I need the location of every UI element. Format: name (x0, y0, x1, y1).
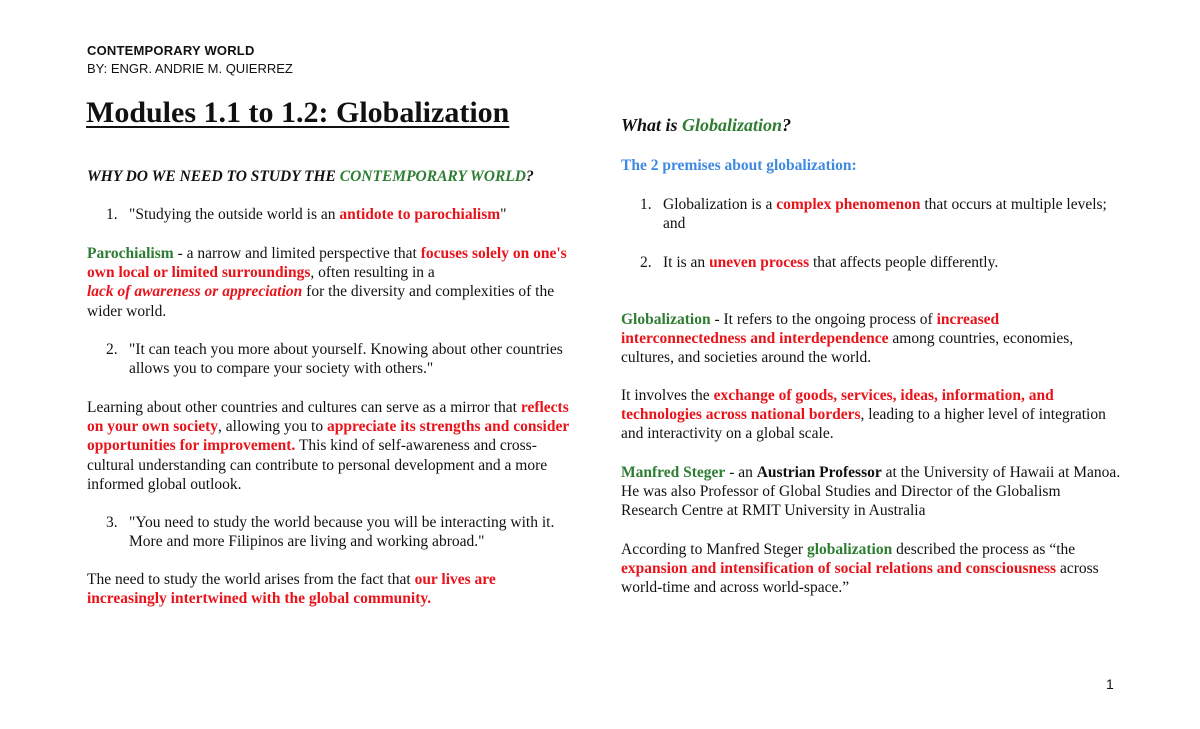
page-number: 1 (1106, 676, 1114, 692)
question-what: What is Globalization? (621, 115, 792, 135)
globalization-definition: Globalization - It refers to the ongoing process of increased interconnectedness and interdependence among countries, economies, cultures, and societies around the world. (621, 311, 1074, 367)
list-item-1: 1. "Studying the outside world is an antidote to parochialism" (106, 206, 507, 223)
steger-paragraph: Manfred Steger - an Austrian Professor at the University of Hawaii at Manoa. He was also Professor of Global Studies and Director of the Globalism Research Centre at RMIT University in Australia (621, 464, 1121, 520)
author-line: BY: ENGR. ANDRIE M. QUIERREZ (87, 61, 293, 76)
list-item-3: 3. "You need to study the world because you will be interacting with it. More and more Filipinos are living and working abroad." (106, 514, 555, 551)
list-item-2: 2. "It can teach you more about yourself. Knowing about other countries allows you to compare your society with others." (106, 341, 563, 378)
involves-paragraph: It involves the exchange of goods, services, ideas, information, and technologies across national borders, leading to a higher level of integration and interactivity on a global scale. (621, 387, 1106, 443)
according-paragraph: According to Manfred Steger globalization described the process as “the expansion and intensification of social relations and consciousness across world-time and across world-space.” (621, 541, 1099, 597)
mirror-paragraph: Learning about other countries and cultures can serve as a mirror that reflects on your own society, allowing you to appreciate its strengths and consider opportunities for improvement. This kind of self-awareness and cross-cultural understanding can contribute to personal development and a more informed global outlook. (87, 399, 569, 493)
premise-item-2: 2. It is an uneven process that affects people differently. (640, 254, 999, 271)
premise-item-1: 1. Globalization is a complex phenomenon that occurs at multiple levels; and (640, 196, 1107, 233)
course-header: CONTEMPORARY WORLD (87, 43, 255, 58)
page-title: Modules 1.1 to 1.2: Globalization (86, 96, 510, 129)
parochialism-definition: Parochialism - a narrow and limited perspective that focuses solely on one's own local or limited surroundings, often resulting in a lack of awareness or appreciation for the diversity and complexities of the wider world. (87, 245, 567, 320)
need-paragraph: The need to study the world arises from the fact that our lives are increasingly intertwined with the global community. (87, 571, 496, 608)
question-why: WHY DO WE NEED TO STUDY THE CONTEMPORARY WORLD? (87, 168, 534, 185)
premises-heading: The 2 premises about globalization: (621, 157, 857, 174)
